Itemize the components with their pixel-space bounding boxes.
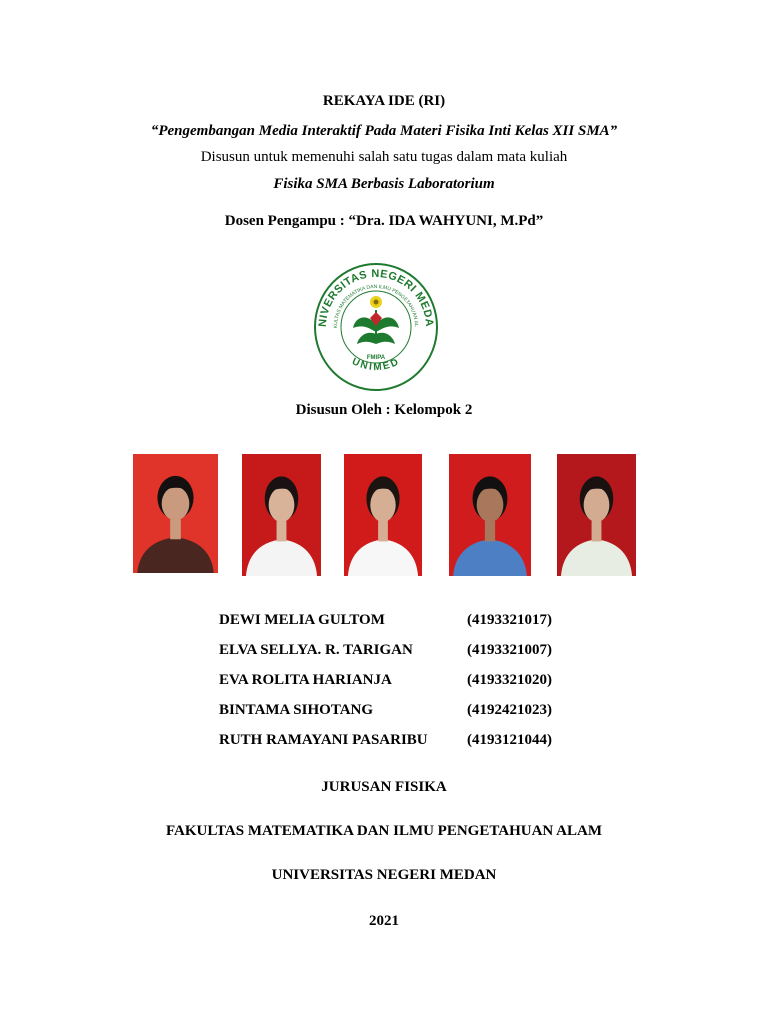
photo-elva — [242, 454, 321, 576]
photo-dewi — [133, 454, 218, 573]
year: 2021 — [369, 913, 399, 929]
member-name: DEWI MELIA GULTOM — [219, 612, 385, 628]
document-subtitle: “Pengembangan Media Interaktif Pada Materi Fisika Inti Kelas XII SMA” — [150, 123, 618, 139]
member-nim: (4192421023) — [467, 702, 552, 718]
member-row — [219, 732, 559, 750]
neck — [277, 521, 287, 541]
neck — [170, 519, 181, 539]
member-row — [219, 612, 559, 630]
portrait-graphic — [449, 454, 531, 576]
neck — [378, 521, 388, 541]
group-label: Disusun Oleh : Kelompok 2 — [295, 402, 473, 418]
neck — [592, 521, 602, 541]
face — [584, 488, 610, 523]
svg-text:FAKULTAS MATEMATIKA DAN ILMU P: KULTAS MATEMATIKA DAN ILMU PENGETAHUAN AL — [332, 283, 420, 329]
member-nim: (4193321007) — [467, 642, 552, 658]
photo-ruth — [557, 454, 636, 576]
face — [269, 488, 295, 523]
portrait-graphic — [344, 454, 422, 576]
lecturer-line: Dosen Pengampu : “Dra. IDA WAHYUNI, M.Pd” — [224, 213, 544, 229]
face — [162, 487, 190, 521]
member-row — [219, 672, 559, 690]
member-row — [219, 702, 559, 720]
member-name: EVA ROLITA HARIANJA — [219, 672, 392, 688]
document-title: REKAYA IDE (RI) — [322, 93, 446, 109]
faculty: FAKULTAS MATEMATIKA DAN ILMU PENGETAHUAN ALAM — [166, 823, 602, 839]
member-row — [219, 642, 559, 660]
portrait-graphic — [133, 454, 218, 573]
member-nim: (4193321017) — [467, 612, 552, 628]
photo-bintama — [449, 454, 531, 576]
svg-text:UNIVERSITAS NEGERI MEDAN: NIVERSITAS NEGERI MEDA — [316, 267, 436, 328]
member-name: ELVA SELLYA. R. TARIGAN — [219, 642, 413, 658]
face — [477, 488, 504, 523]
neck — [485, 521, 495, 541]
course-name: Fisika SMA Berbasis Laboratorium — [273, 176, 495, 192]
portrait-graphic — [242, 454, 321, 576]
unimed-logo — [313, 262, 439, 392]
portrait-graphic — [557, 454, 636, 576]
member-name: BINTAMA SIHOTANG — [219, 702, 374, 718]
photo-eva — [344, 454, 422, 576]
svg-text:FMIPA: FMIPA — [366, 355, 386, 361]
member-nim: (4193121044) — [467, 732, 552, 748]
department: JURUSAN FISIKA — [321, 779, 447, 795]
purpose-text: Disusun untuk memenuhi salah satu tugas dalam mata kuliah — [200, 149, 568, 165]
face — [370, 488, 395, 523]
member-nim: (4193321020) — [467, 672, 552, 688]
svg-text:UNIMED: UNIMED — [350, 356, 402, 374]
member-name: RUTH RAMAYANI PASARIBU — [219, 732, 428, 748]
university: UNIVERSITAS NEGERI MEDAN — [271, 867, 497, 883]
